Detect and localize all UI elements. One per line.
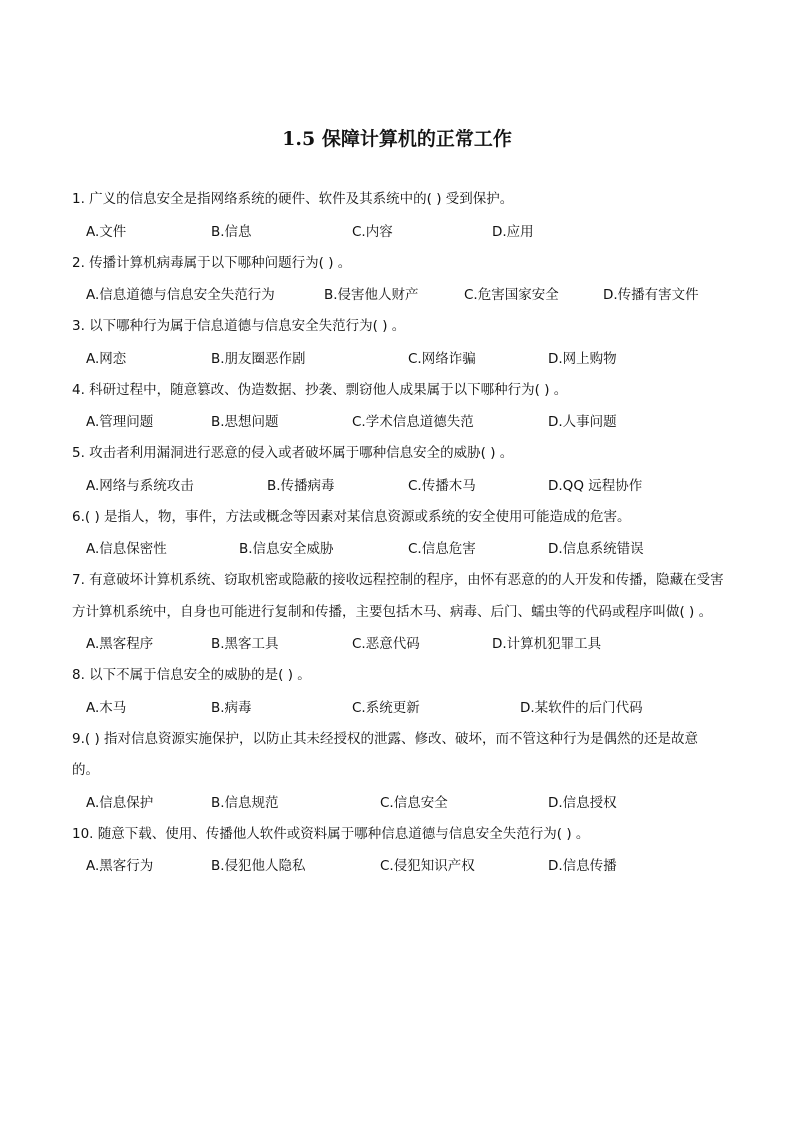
question-1: [72, 184, 724, 248]
option-c: C.学术信息道德失范: [352, 414, 474, 430]
page-title: 1.5 保障计算机的正常工作: [282, 128, 512, 150]
option-c: C.系统更新: [352, 699, 420, 716]
option-a: A.信息保密性: [86, 541, 167, 557]
question-stem: 4. 科研过程中，随意篡改、伪造数据、抄袭、剽窃他人成果属于以下哪种行为( ) 。: [72, 381, 568, 398]
option-a: A.信息保护: [86, 794, 154, 811]
question-2: [72, 248, 724, 312]
option-a: A.网恋: [86, 350, 127, 367]
option-d: D.QQ 远程协作: [548, 477, 643, 494]
option-d: D.信息系统错误: [548, 541, 644, 557]
question-stem: 1. 广义的信息安全是指网络系统的硬件、软件及其系统中的( ) 受到保护。: [72, 191, 514, 207]
option-row: [72, 692, 724, 724]
option-row: [72, 343, 724, 375]
option-b: B.侵犯他人隐私: [211, 858, 306, 874]
option-c: C.信息危害: [408, 541, 476, 557]
option-c: C.恶意代码: [352, 636, 420, 652]
option-b: B.黑客工具: [211, 636, 279, 652]
question-stem: 8. 以下不属于信息安全的威胁的是( ) 。: [72, 667, 311, 683]
option-d: D.传播有害文件: [603, 287, 699, 303]
question-9: [72, 724, 724, 819]
option-d: D.应用: [492, 223, 534, 240]
option-row: [72, 787, 724, 819]
option-c: C.传播木马: [408, 477, 476, 494]
question-5: [72, 438, 724, 502]
option-d: D.网上购物: [548, 350, 617, 367]
option-d: D.信息授权: [548, 794, 617, 811]
option-a: A.黑客行为: [86, 858, 154, 874]
option-b: B.侵害他人财产: [324, 287, 419, 303]
option-d: D.某软件的后门代码: [520, 699, 643, 716]
option-row: [72, 628, 724, 660]
option-a: A.木马: [86, 699, 127, 716]
option-c: C.危害国家安全: [464, 287, 559, 303]
option-d: D.计算机犯罪工具: [492, 636, 602, 652]
question-8: [72, 660, 724, 724]
question-stem: 6.( ) 是指人，物，事件，方法或概念等因素对某信息资源或系统的安全使用可能造成的危害。: [72, 508, 631, 525]
option-c: C.侵犯知识产权: [380, 858, 475, 874]
option-row: [72, 850, 724, 882]
question-stem: 5. 攻击者利用漏洞进行恶意的侵入或者破坏属于哪种信息安全的威胁( ) 。: [72, 445, 514, 461]
option-b: B.信息安全威胁: [239, 541, 334, 557]
option-row: [72, 406, 724, 438]
question-list: [72, 184, 724, 882]
question-3: [72, 311, 724, 375]
option-b: B.传播病毒: [267, 477, 335, 494]
option-d: D.人事问题: [548, 414, 617, 430]
option-a: A.文件: [86, 223, 127, 240]
question-stem: 7. 有意破坏计算机系统、窃取机密或隐蔽的接收远程控制的程序，由怀有恶意的的人开发和传播，隐藏在受害方计算机系统中，自身也可能进行复制和传播，主要包括木马、病毒、后门、蠕虫等的代码或程序叫做( ) 。: [72, 572, 724, 620]
question-stem: 2. 传播计算机病毒属于以下哪种问题行为( ) 。: [72, 254, 352, 271]
option-a: A.管理问题: [86, 414, 154, 430]
option-b: B.病毒: [211, 699, 252, 716]
option-d: D.信息传播: [548, 858, 617, 874]
option-b: B.朋友圈恶作剧: [211, 350, 306, 367]
option-a: A.网络与系统攻击: [86, 477, 194, 494]
question-6: [72, 502, 724, 566]
option-b: B.信息: [211, 223, 252, 240]
option-c: C.网络诈骗: [408, 350, 476, 367]
question-stem: 10. 随意下载、使用、传播他人软件或资料属于哪种信息道德与信息安全失范行为( ) 。: [72, 825, 590, 842]
option-b: B.信息规范: [211, 794, 279, 811]
question-stem: 9.( ) 指对信息资源实施保护，以防止其未经授权的泄露、修改、破坏，而不管这种行为是偶然的还是故意的。: [72, 730, 698, 778]
question-4: [72, 375, 724, 439]
option-a: A.信息道德与信息安全失范行为: [86, 287, 275, 303]
question-7: [72, 565, 724, 660]
option-c: C.内容: [352, 223, 393, 240]
question-stem: 3. 以下哪种行为属于信息道德与信息安全失范行为( ) 。: [72, 318, 406, 334]
option-row: [72, 533, 724, 565]
option-row: [72, 470, 724, 502]
option-a: A.黑客程序: [86, 636, 154, 652]
option-row: [72, 216, 724, 248]
option-c: C.信息安全: [380, 794, 448, 811]
option-row: [72, 279, 724, 311]
option-b: B.思想问题: [211, 414, 279, 430]
question-10: [72, 819, 724, 883]
